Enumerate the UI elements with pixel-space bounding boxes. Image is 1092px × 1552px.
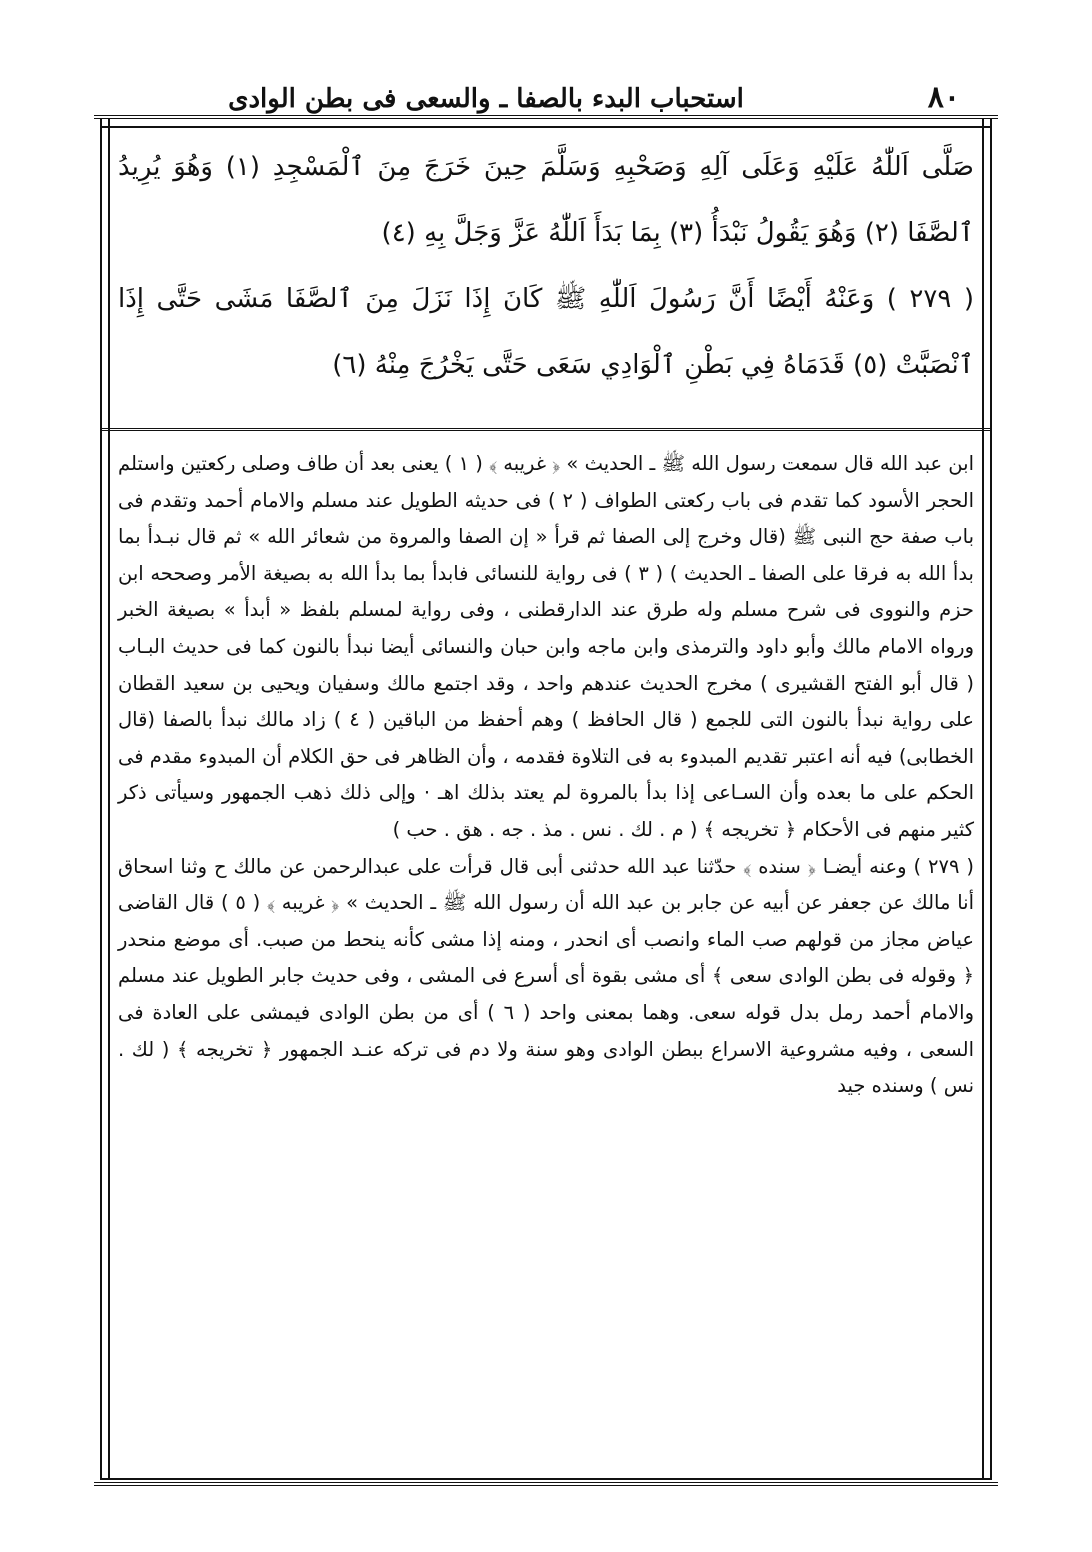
hadith-text [118, 134, 974, 398]
page-header [100, 78, 992, 118]
commentary-paragraph: ( ٢٧٩ ) وعنه أيضـا ﴿ سنده ﴾ حدّثنا عبد الله حدثنى أبى قال قرأت على عبدالرحمن عن مالك ح وثنا اسحاق أنا مالك عن جعفر عن أبيه عن جابر بن عبد الله أن رسول الله ﷺ ـ الحديث » ﴿ غريبه ﴾ ( ٥ ) قال القاضى عياض مجاز من قولهم صب الماء وانصب أى انحدر ، ومنه إذا مشى كأنه ينحط من صبب. أى موضع منحدر ﴿ وقوله فى بطن الوادى سعى ﴾ أى مشى بقوة أى أسرع فى المشى ، وفى حديث جابر الطويل عند مسلم والامام أحمد رمل بدل قوله سعى. وهما بمعنى واحد ( ٦ ) أى من بطن الوادى فيمشى على العادة فى السعى ، وفيه مشروعية الاسراع ببطن الوادى وهو سنة ولا دم فى تركه عنـد الجمهور ﴿ تخريجه ﴾ ( لك . نس ) وسنده جيد [118, 854, 975, 1098]
commentary-paragraph: ابن عبد الله قال سمعت رسول الله ﷺ ـ الحديث » ﴿ غريبه ﴾ ( ١ ) يعنى بعد أن طاف وصلى ركعتين واستلم الحجر الأسود كما تقدم فى باب ركعتى الطواف ( ٢ ) فى حديثه الطويل عند مسلم والامام أحمد وتقدم فى باب صفة حج النبى ﷺ (قال وخرج إلى الصفا ثم قرأ « إن الصفا والمروة من شعائر الله » ثم قال نبـدأ بما بدأ الله به فرقا على الصفا ـ الحديث ) ( ٣ ) فى رواية للنسائى فابدأ بما بدأ الله به بصيغة الأمر وصححه ابن حزم والنووى فى شرح مسلم وله طرق عند الدارقطنى ، وفى رواية لمسلم بلفظ « أبدأ » بصيغة الخبر ورواه الامام مالك وأبو داود والترمذى وابن ماجه وابن حبان والنسائى أيضا نبدأ بالنون كما فى حديث البـاب ( قال أبو الفتح القشيرى ) مخرج الحديث عندهم واحد ، وقد اجتمع مالك وسفيان ويحيى بن سعيد القطان على رواية نبدأ بالنون التى للجمع ( قال الحافظ ) وهم أحفظ من الباقين ( ٤ ) زاد مالك نبدأ بالصفا (قال الخطابى) فيه أنه اعتبر تقديم المبدوء به فى التلاوة فقدمه ، وأن الظاهر فى حق الكلام أن المبدوء مقدم فى الحكم على ما بعده وأن السـاعى إذا بدأ بالمروة لم يعتد بذلك اهـ · وإلى ذلك ذهب الجمهور وسيأتى ذكر كثير منهم فى الأحكام ﴿ تخريجه ﴾ ( م . لك . نس . مذ . جه . هق . حب ) [118, 452, 975, 841]
section-divider [100, 428, 992, 431]
commentary-text [118, 446, 974, 1105]
hadith-paragraph: صَلَّى اَللّٰهُ عَلَيْهِ وَعَلَى آلِهِ وَصَحْبِهِ وَسَلَّمَ حِينَ خَرَجَ مِنَ ٱلْمَسْجِدِ (١) وَهُوَ يُرِيدُ ٱلصَّفَا (٢) وَهُوَ يَقُولُ نَبْدَأُ (٣) بِمَا بَدَأَ اَللّٰهُ عَزَّ وَجَلَّ بِهِ (٤) [118, 152, 974, 248]
hadith-paragraph: ( ٢٧٩ ) وَعَنْهُ أَيْضًا أَنَّ رَسُولَ اَللّٰهِ ﷺ كَانَ إِذَا نَزَلَ مِنَ ٱلصَّفَا مَشَى حَتَّى إِذَا ٱنْصَبَّتْ (٥) قَدَمَاهُ فِي بَطْنِ ٱلْوَادِي سَعَى حَتَّى يَخْرُجَ مِنْهُ (٦) [118, 284, 974, 380]
running-title: استحباب البدء بالصفا ـ والسعى فى بطن الوادى [228, 84, 744, 114]
page-number: ٨٠ [927, 80, 960, 115]
